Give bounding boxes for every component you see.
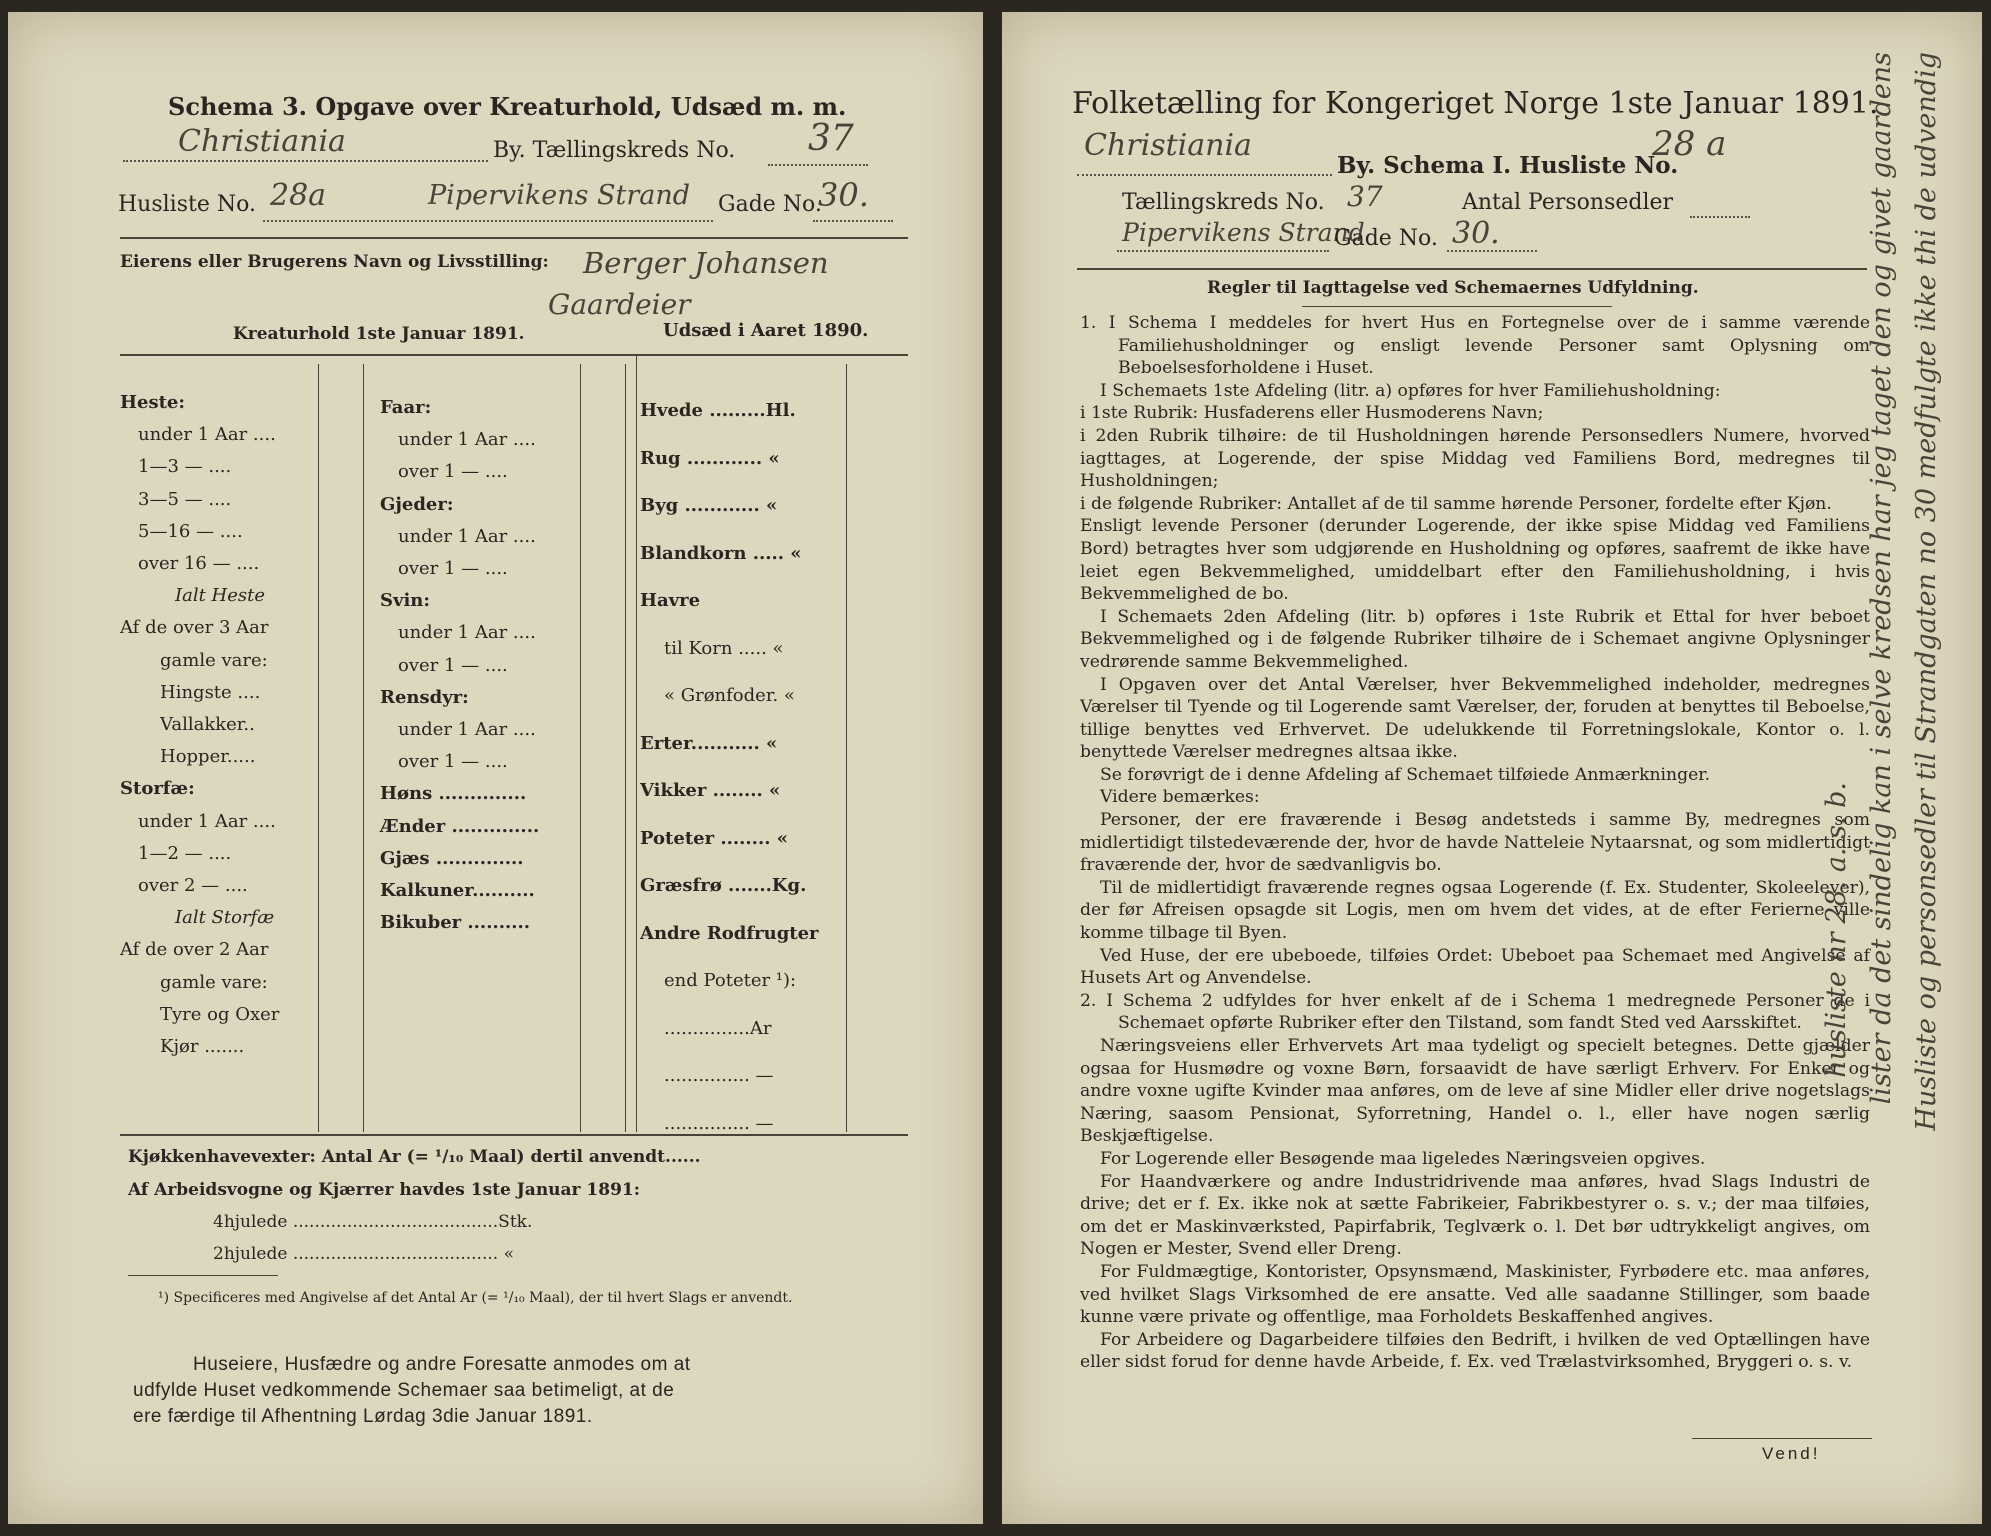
col3-row: Rug ............ « <box>640 447 780 469</box>
col1-row: 1—3 — .... <box>138 456 232 478</box>
col3-row: Byg ............ « <box>640 495 778 516</box>
right-by-handwritten: Christiania <box>1084 128 1252 163</box>
rule-paragraph: Personer, der ere fraværende i Besøg andetsteds i samme By, medregnes som midlertidigt tilstedeværende der, hvor de havde Natteleie Nytaarsnat, og som midlertidigt fraværende der, hvor de sædvanligvis bo. <box>1080 810 1870 876</box>
col2-row: Faar: <box>380 397 432 418</box>
col1-rows <box>120 387 360 1063</box>
margin-note-3: husliste nr 28. a. s. b. <box>1821 782 1852 1078</box>
col1-row: Tyre og Oxer <box>160 1003 280 1025</box>
arbeidsvogne-line: Af Arbeidsvogne og Kjærrer havdes 1ste Januar 1891: <box>128 1180 641 1200</box>
col2-row: Gjeder: <box>380 493 454 515</box>
margin-note-1: Husliste og personsedler til Strandgaten no 30 medfulgte ikke thi de udvendig <box>1911 52 1942 1131</box>
col1-row: 1—2 — .... <box>138 842 232 864</box>
schema3-title: Schema 3. Opgave over Kreaturhold, Udsæd m. m. <box>168 92 847 121</box>
rule-paragraph: Videre bemærkes: <box>1100 787 1260 808</box>
col1-row: Hopper..... <box>160 746 256 768</box>
col2-row: Rensdyr: <box>380 686 469 708</box>
col1-row: Storfæ: <box>120 778 195 800</box>
col2-row: Høns .............. <box>380 783 527 805</box>
rule-paragraph: i 1ste Rubrik: Husfaderens eller Husmoderens Navn; <box>1080 403 1544 424</box>
col2-row: under 1 Aar .... <box>398 429 536 451</box>
rule-paragraph: For Haandværkere og andre Industridrivende maa anføres, hvad Slags Industri de drive; det er f. Ex. ikke nok at sætte Fabrikeier, Fabrikbestyrer o. s. v.; der maa tilføies, om det er Maskinværksted, Papirfabrik, Teglværk o. l. Det bør udtrykkeligt angives, om Nogen er Mester, Svend eller Dreng. <box>1080 1171 1870 1260</box>
col1-row: Af de over 3 Aar <box>120 617 269 639</box>
closing-line-3: ere færdige til Afhentning Lørdag 3die Januar 1891. <box>133 1406 593 1427</box>
col1-row: Kjør ....... <box>160 1036 245 1058</box>
col2-row: Svin: <box>380 590 431 612</box>
col1-row: under 1 Aar .... <box>138 810 276 832</box>
kreatur-column-1 <box>120 387 360 1063</box>
rule-paragraph: For Arbeidere og Dagarbeidere tilføies den Bedrift, i hvilken de ved Optællingen have eller sidst forud for denne havde Arbeide, f. Ex. ved Trælastvirksomhed, Bryggeri o. s. v. <box>1080 1329 1870 1373</box>
rule-paragraph: i de følgende Rubriker: Antallet af de til samme hørende Personer, fordelte efter Kjøn. <box>1080 493 1832 514</box>
col2-row: under 1 Aar .... <box>398 719 536 741</box>
gade-handwritten: Pipervikens Strand <box>428 180 691 211</box>
regler-title: Regler til Iagttagelse ved Schemaernes Udfyldning. <box>1207 278 1699 298</box>
eier-name-handwritten: Berger Johansen <box>583 246 829 280</box>
col3-row: Græsfrø .......Kg. <box>640 875 807 896</box>
col1-row: Vallakker.. <box>160 714 255 736</box>
gade-no-handwritten: 30. <box>818 176 869 214</box>
vend-label: Vend! <box>1762 1444 1821 1463</box>
closing-line-1: Huseiere, Husfædre og andre Foresatte anmodes om at <box>193 1354 691 1375</box>
right-gade-no-label: Gade No. <box>1334 226 1438 251</box>
kjokkenhave-line: Kjøkkenhavevexter: Antal Ar (= ¹/₁₀ Maal) dertil anvendt...... <box>128 1147 701 1167</box>
col3-row: ............... — <box>664 1065 774 1086</box>
col3-row: ............... — <box>664 1112 774 1134</box>
col3-row: Havre <box>640 590 701 611</box>
regler-text <box>1080 312 1870 1374</box>
folketaelling-title: Folketælling for Kongeriget Norge 1ste Januar 1891. <box>1072 86 1879 121</box>
col3-row: ...............Ar <box>664 1017 772 1039</box>
tohjulede-line: 2hjulede ...................................... « <box>213 1244 514 1264</box>
col1-row: gamle vare: <box>160 649 268 671</box>
closing-line-2: udfylde Huset vedkommende Schemaer saa betimeligt, at de <box>133 1380 675 1401</box>
col2-row: Bikuber .......... <box>380 912 531 934</box>
col3-row: Poteter ........ « <box>640 827 788 849</box>
col1-row: over 16 — .... <box>138 553 260 575</box>
col1-row: Heste: <box>120 392 186 413</box>
rule-paragraph: I Schemaets 2den Afdeling (litr. b) opføres i 1ste Rubrik et Ettal for hver beboet Bekvemmelighed og i de følgende Rubriker tilhøire de i Schemaet angivne Oplysninger vedrørende samme Bekvemmelighed. <box>1080 606 1870 672</box>
udsaed-header: Udsæd i Aaret 1890. <box>663 320 869 341</box>
col2-row: over 1 — .... <box>398 751 508 773</box>
rule-paragraph: Se forøvrigt de i denne Afdeling af Schemaet tilføiede Anmærkninger. <box>1100 764 1711 785</box>
margin-note-2: lister da det sindelig kan i selve kredsen har jeg taget den og givet gaardens <box>1866 52 1897 1105</box>
udsaed-column <box>640 387 850 1147</box>
col3-row: Vikker ........ « <box>640 780 781 801</box>
col1-row: over 2 — .... <box>138 875 248 897</box>
col3-row: til Korn ..... « <box>664 637 784 659</box>
right-gade-handwritten: Pipervikens Strand <box>1122 218 1365 247</box>
col2-row: over 1 — .... <box>398 558 508 580</box>
husliste-label: Husliste No. <box>118 192 256 217</box>
tellingskreds-label: By. Tællingskreds No. <box>493 138 736 163</box>
right-husliste-label: By. Schema I. Husliste No. <box>1337 152 1679 179</box>
eier-label: Eierens eller Brugerens Navn og Livsstilling: <box>120 252 549 272</box>
col2-row: under 1 Aar .... <box>398 525 536 547</box>
rule-paragraph: Ensligt levende Personer (derunder Logerende, der ikke spise Middag ved Familiens Bord) betragtes hver som udgjørende en Husholdning og opføres, saafremt de ikke have leiet egen Bekvemmelighed, umiddelbart efter den Familiehusholdning, i hvis Bekvemmelighed de bo. <box>1080 516 1870 605</box>
antal-personsedler-label: Antal Personsedler <box>1462 190 1674 215</box>
col2-row: Ænder .............. <box>380 815 540 837</box>
right-page-schema-1 <box>1002 12 1982 1524</box>
rule-paragraph: I Schemaets 1ste Afdeling (litr. a) opføres for hver Familiehusholdning: <box>1100 380 1721 401</box>
right-kreds-handwritten: 37 <box>1347 180 1383 213</box>
col2-row: over 1 — .... <box>398 461 508 483</box>
col1-row: gamle vare: <box>160 971 268 993</box>
left-page-schema-3 <box>8 12 983 1524</box>
col3-row: Andre Rodfrugter <box>640 922 819 944</box>
right-kreds-label: Tællingskreds No. <box>1122 190 1325 215</box>
col1-row: Hingste .... <box>160 681 261 703</box>
gade-no-label: Gade No. <box>718 192 822 217</box>
rule-paragraph: For Logerende eller Besøgende maa ligeledes Næringsveien opgives. <box>1100 1148 1706 1169</box>
rule-paragraph: i 2den Rubrik tilhøire: de til Husholdningen hørende Personsedlers Numere, hvorved iagttages, at Logerende, der spise Middag ved Familiens Bord, medregnes til Husholdningen; <box>1080 425 1870 492</box>
rule-paragraph: 1. I Schema I meddeles for hvert Hus en Fortegnelse over de i samme værende Familiehusholdninger og ensligt levende Personer samt Oplysning om Beboelsesforholdene i Huset. <box>1080 313 1870 379</box>
rule-paragraph: Til de midlertidigt fraværende regnes ogsaa Logerende (f. Ex. Studenter, Skoleelever), der før Afreisen opsagde sit Logis, men om hvem det vides, at de efter Ferierne ville komme tilbage til Byen. <box>1080 877 1870 944</box>
rule-paragraph: I Opgaven over det Antal Værelser, hver Bekvemmelighed indeholder, medregnes Værelser til Tyende og til Logerende samt Værelser, der, foruden at benyttes til Beboelse, tillige benyttes ved Erhvervet. De udelukkende til Forretningslokale, Kontor o. l. benyttede Værelser medregnes altsaa ikke. <box>1080 674 1870 763</box>
col2-row: Kalkuner.......... <box>380 880 535 902</box>
rule-paragraph: Næringsveiens eller Erhvervets Art maa tydeligt og specielt betegnes. Dette gjælder ogsaa for Husmødre og voxne Børn, forsaavidt de have særligt Erhverv. For Enker og andre voxne ugifte Kvinder maa anføres, om de leve af sine Midler eller drive nogetslags Næring, saasom Pensionat, Syforretning, Handel o. l., eller have nogen særlig Beskjæftigelse. <box>1080 1036 1870 1147</box>
col2-row: Gjæs .............. <box>380 847 524 869</box>
right-gade-no-handwritten: 30. <box>1452 216 1500 251</box>
kreaturhold-header: Kreaturhold 1ste Januar 1891. <box>233 324 525 344</box>
eier-stilling-handwritten: Gaardeier <box>548 288 691 321</box>
col3-row: « Grønfoder. « <box>664 685 795 706</box>
col3-row: end Poteter ¹): <box>664 970 797 991</box>
col2-row: under 1 Aar .... <box>398 622 536 644</box>
husliste-handwritten: 28a <box>270 178 327 213</box>
by-handwritten: Christiania <box>178 124 346 159</box>
col3-row: Hvede .........Hl. <box>640 400 796 421</box>
col1-row: Ialt Heste <box>175 585 266 607</box>
col1-row: 3—5 — .... <box>138 488 232 510</box>
col2-row: over 1 — .... <box>398 654 508 676</box>
rule-paragraph: Ved Huse, der ere ubeboede, tilføies Ordet: Ubeboet paa Schemaet med Angivelse af Husets Art og Anvendelse. <box>1080 945 1870 989</box>
col3-row: Erter........... « <box>640 732 778 754</box>
rule-paragraph: 2. I Schema 2 udfyldes for hver enkelt af de i Schema 1 medregnede Personer de i Schemaet opførte Rubriker efter den Tilstand, som fandt Sted ved Aarsskiftet. <box>1080 990 1870 1034</box>
rule-paragraph: For Fuldmægtige, Kontorister, Opsynsmænd, Maskinister, Fyrbødere etc. maa anføres, ved hvilket Slags Virksomhed de ere ansatte. Ved alle saadanne Stillinger, som baade kunne være private og offentlige, maa Forholdets Beskaffenhed angives. <box>1080 1261 1870 1328</box>
firehjulede-line: 4hjulede ......................................Stk. <box>213 1212 533 1232</box>
col1-row: 5—16 — .... <box>138 520 243 542</box>
footnote: ¹) Specificeres med Angivelse af det Antal Ar (= ¹/₁₀ Maal), der til hvert Slags er anvendt. <box>158 1290 793 1306</box>
col1-row: Ialt Storfæ <box>175 907 275 929</box>
col1-row: under 1 Aar .... <box>138 424 276 446</box>
col1-row: Af de over 2 Aar <box>120 939 269 961</box>
tellingskreds-handwritten: 37 <box>808 118 854 159</box>
kreatur-column-2 <box>380 392 580 939</box>
col3-row: Blandkorn ..... « <box>640 542 802 564</box>
right-husliste-handwritten: 28 a <box>1652 124 1727 164</box>
